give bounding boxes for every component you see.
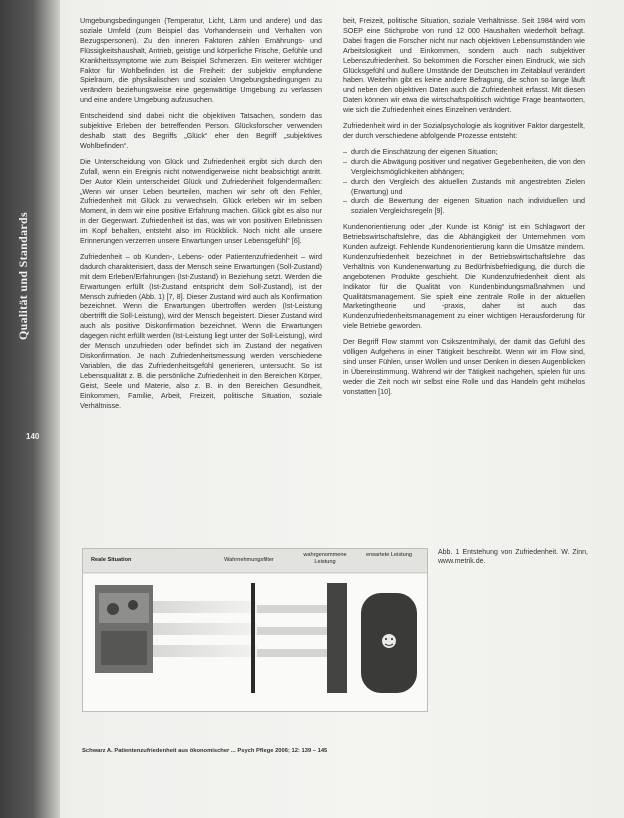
figure-caption: Abb. 1 Entstehung von Zufriedenheit. W. Zinn, www.metrik.de.: [438, 549, 588, 565]
left-column: [80, 16, 322, 416]
footer-citation: Schwarz A. Patientenzufriedenheit aus ökonomischer ... Psych Pflege 2006; 12: 139 – 145: [82, 748, 328, 754]
right-column: [343, 16, 585, 403]
label-expected-performance: erwartete Leistung: [365, 552, 413, 558]
list-item: – durch die Einschätzung der eigenen Situation;: [351, 147, 585, 157]
paragraph: Zufriedenheit – ob Kunden-, Lebens- oder Patientenzufriedenheit – wird dadurch charakterisiert, dass der Mensch seine Erwartungen (Soll-Zustand) mit dem Erleben/Erfahrungen (Ist-Zustand) in Beziehung setzt. Werden die Erwartungen erfüllt (Ist-Zustand entspricht dem Soll-Zustand), ist der Mensch zufrieden (Abb. 1) [7, 8]. Dieser Zustand wird auch als Konfirmation bezeichnet. Wenn die Erwartungen übertroffen werden (Ist-Leistung übertrifft die Soll-Leistung), wird der Mensch begeistert. Dieser Zustand wird auch als positive Diskonfirmation bezeichnet. Wenn die Erwartungen dagegen nicht erfüllt werden (Ist-Leistung liegt unter der Soll-Leistung), wird der Mensch unzufrieden oder befindet sich im Zustand der negativen Diskonfirmation. Je nach Zufriedenheitsmessung werden verschiedene Variablen, die das Zufriedenheitsgefühl generieren, untersucht. So ist Lebensqualität z. B. die persönliche Zufriedenheit in den Bereichen Körper, Geist, Seele und Materie, also z. B. in den Bereichen Gesundheit, Einkommen, Familie, Arbeit, Freizeit, politische Situation, soziale Verhältnisse.: [80, 251, 322, 410]
page-number: 140: [26, 432, 40, 441]
list-item: – durch die Bewertung der eigenen Situation nach individuellen und sozialen Vergleichsregeln [9].: [351, 196, 585, 216]
paragraph: beit, Freizeit, politische Situation, soziale Verhältnisse. Seit 1984 wird vom SOEP eine Stichprobe von rund 12 000 Haushalten wiederholt befragt. Dabei fragen die Forscher nicht nur nach objektiven Lebensumständen wie Arbeitslosigkeit und Einkommen, sondern auch nach subjektiver Lebenszufriedenheit. So bekommen die Forscher einen Eindruck, wie sich Glücksgefühl und äußere Umstände der Deutschen im Zeitablauf verändert haben. Weiterhin gibt es keine andere Befragung, die schon so lange läuft und neben den objektiven Daten auch die Zufriedenheit erfasst. Mit diesen Daten können wir etwa die wirtschaftspolitisch wichtige Frage beantworten, wie sich die Zufriedenheit eines Einzelnen verändert.: [343, 16, 585, 115]
paragraph: Der Begriff Flow stammt von Csikszentmihalyi, der damit das Gefühl des völligen Aufgehens in einer Tätigkeit beschreibt. Wenn wir im Flow sind, sind unser Fühlen, unser Wollen und unser Denken in diesen Augenblicken in Übereinstimmung. Während wir der Tätigkeit nachgehen, spielen für uns weder die Zeit noch wir selbst eine Rolle und das Handeln geht mühelos vonstatten [10].: [343, 337, 585, 396]
paragraph: Zufriedenheit wird in der Sozialpsychologie als kognitiver Faktor dargestellt, der durch verschiedene abfolgende Prozesse entsteht:: [343, 121, 585, 140]
sidebar-title: Qualität und Standards: [16, 212, 30, 340]
paragraph: Umgebungsbedingungen (Temperatur, Licht, Lärm und andere) und das soziale Umfeld (zum Beispiel das Vorhandensein und Verhalten von Bezugspersonen). Zu den inneren Faktoren zählen Ernährungs- und Flüssigkeitshaushalt, Antrieb, geistige und körperliche Frische, Gefühle und Krankheitssymptome wie zum Beispiel Schmerzen. Ein weiterer wichtiger Faktor für Wohlbefinden ist die Freiheit: der subjektiv empfundene Spielraum, die physikalischen und sozialen Umgebungsbedingungen zu verändern beziehungsweise eine gegenwärtige Umgebung zu verlassen und eine andere Umgebung aufzusuchen.: [80, 16, 322, 105]
paragraph: Die Unterscheidung von Glück und Zufriedenheit ergibt sich durch den Zufall, wenn ein Ereignis nicht notwendigerweise nicht beabsichtigt antritt. Der Autor Klein unterscheidet Glück und Zufriedenheit folgendermaßen: „Wenn wir unser Leben beurteilen, machen wir sehr oft den Fehler, Zufriedenheit mit Glück zu verwechseln. Glück erleben wir im selben Moment, in dem wir eine positive Erfahrung machen. Glück gibt es also nur in der Gegenwart. Zufriedenheit ist das, was wir von positiven Erlebnissen im Kopf behalten, entsteht also im Rückblick. Noch nicht alle unsere Erinnerungen verzerren unsere Erwartungen unser Lebensgefühl“ [6].: [80, 156, 322, 246]
paragraph: Kundenorientierung oder „der Kunde ist König“ ist ein Schlagwort der Betriebswirtschaftslehre, das die Abhängigkeit der Unternehmen vom Kunden aufzeigt. Fehlende Kundenorientierung kann die Umsätze mindern. Kundenzufriedenheit bezeichnet in der Betriebswirtschaftslehre das Verhältnis von Kundenerwartung zu Bedürfnisbefriedigung, die durch die angebotenen Produkte geschieht. Die Kundenzufriedenheit dient als Indikator für die Qualität von Kundenbindungsmaßnahmen und Qualitätsmanagement. Sie spielt eine zentrale Rolle in der aktuellen Marketingtheorie und -praxis, daher ist auch das Kundenzufriedenheitsmanagement zu einer wichtigen Herausforderung für viele Betriebe geworden.: [343, 222, 585, 331]
label-perception-filter: Wahrnehmungsfilter: [224, 557, 274, 563]
label-real-situation: Reale Situation: [91, 557, 132, 563]
paragraph: Entscheidend sind dabei nicht die objektiven Tatsachen, sondern das subjektive Erleben der betreffenden Person. Glücksforscher verwenden deshalb statt des Begriffs „Glück“ eher den Begriff „subjektives Wohlbefinden“.: [80, 111, 322, 150]
figure-illustration: [83, 549, 427, 711]
perception-filter: [251, 583, 255, 693]
sidebar-band: [0, 0, 60, 818]
satisfaction-figure: [82, 548, 428, 712]
list-item: – durch die Abwägung positiver und negativer Gegebenheiten, die von den Vergleichsmöglichkeiten abhängen;: [351, 157, 585, 177]
label-perceived-performance: wahrgenommene Leistung: [303, 552, 347, 565]
list-item: – durch den Vergleich des aktuellen Zustands mit angestrebten Zielen (Erwartung) und: [351, 177, 585, 197]
bullet-list: [343, 147, 585, 216]
